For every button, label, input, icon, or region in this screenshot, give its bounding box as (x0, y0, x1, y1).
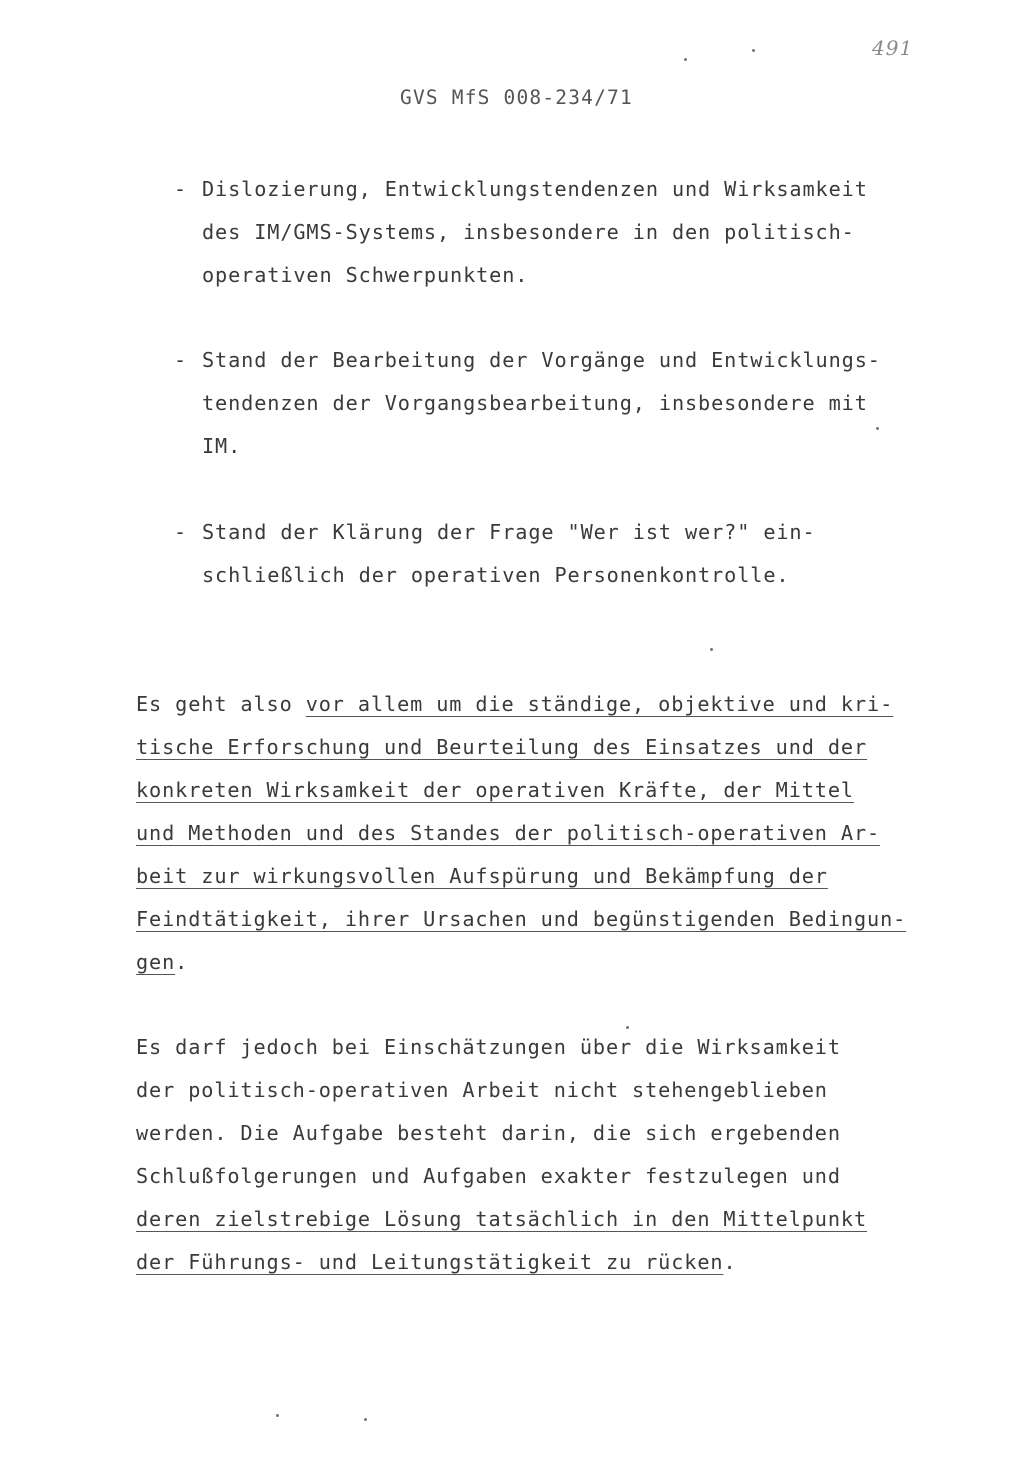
underlined-text: vor allem um die ständige, objektive und kri- (305, 692, 894, 716)
paragraph-line: der politisch-operativen Arbeit nicht stehengeblieben (136, 1078, 828, 1102)
bullet-line: des IM/GMS-Systems, insbesondere in den politisch- (202, 220, 855, 244)
plain-text: Es geht also (136, 692, 306, 716)
bullet-line: Stand der Klärung der Frage "Wer ist wer?" ein- (202, 520, 816, 544)
underlined-text: gen (136, 950, 176, 974)
bullet-line: schließlich der operativen Personenkontrolle. (202, 563, 790, 587)
bullet-dash: - (174, 520, 187, 544)
scan-speck (752, 49, 755, 52)
handwritten-page-number: 491 (872, 36, 914, 60)
bullet-line: Stand der Bearbeitung der Vorgänge und Entwicklungs- (202, 348, 881, 372)
paragraph-line (136, 691, 893, 717)
paragraph-line: werden. Die Aufgabe besteht darin, die sich ergebenden (136, 1121, 841, 1145)
bullet-line: tendenzen der Vorgangsbearbeitung, insbesondere mit (202, 391, 868, 415)
paragraph-line: beit zur wirkungsvollen Aufspürung und Bekämpfung der (136, 864, 828, 888)
paragraph-line (136, 949, 188, 975)
bullet-dash: - (174, 348, 187, 372)
scan-speck (684, 58, 687, 61)
paragraph-line: Schlußfolgerungen und Aufgaben exakter festzulegen und (136, 1164, 841, 1188)
scan-speck (710, 648, 713, 651)
bullet-dash: - (174, 177, 187, 201)
classification-header: GVS MfS 008-234/71 (400, 86, 633, 109)
bullet-line: Dislozierung, Entwicklungstendenzen und Wirksamkeit (202, 177, 868, 201)
scan-speck (276, 1414, 279, 1417)
plain-text: . (723, 1250, 737, 1274)
paragraph-line: tische Erforschung und Beurteilung des Einsatzes und der (136, 735, 868, 759)
scan-speck (364, 1418, 367, 1421)
paragraph-line: Es darf jedoch bei Einschätzungen über die Wirksamkeit (136, 1035, 841, 1059)
paragraph-line (136, 1249, 737, 1275)
paragraph-line: Feindtätigkeit, ihrer Ursachen und begünstigenden Bedingun- (136, 907, 907, 931)
scan-speck (876, 427, 879, 430)
paragraph-line: und Methoden und des Standes der politisch-operativen Ar- (136, 821, 881, 845)
bullet-line: operativen Schwerpunkten. (202, 263, 529, 287)
paragraph-line: konkreten Wirksamkeit der operativen Kräfte, der Mittel (136, 778, 854, 802)
scan-speck (626, 1026, 629, 1029)
plain-text: . (175, 950, 189, 974)
underlined-text: der Führungs- und Leitungstätigkeit zu rücken (136, 1250, 724, 1274)
bullet-line: IM. (202, 434, 242, 458)
paragraph-line: deren zielstrebige Lösung tatsächlich in den Mittelpunkt (136, 1207, 868, 1231)
